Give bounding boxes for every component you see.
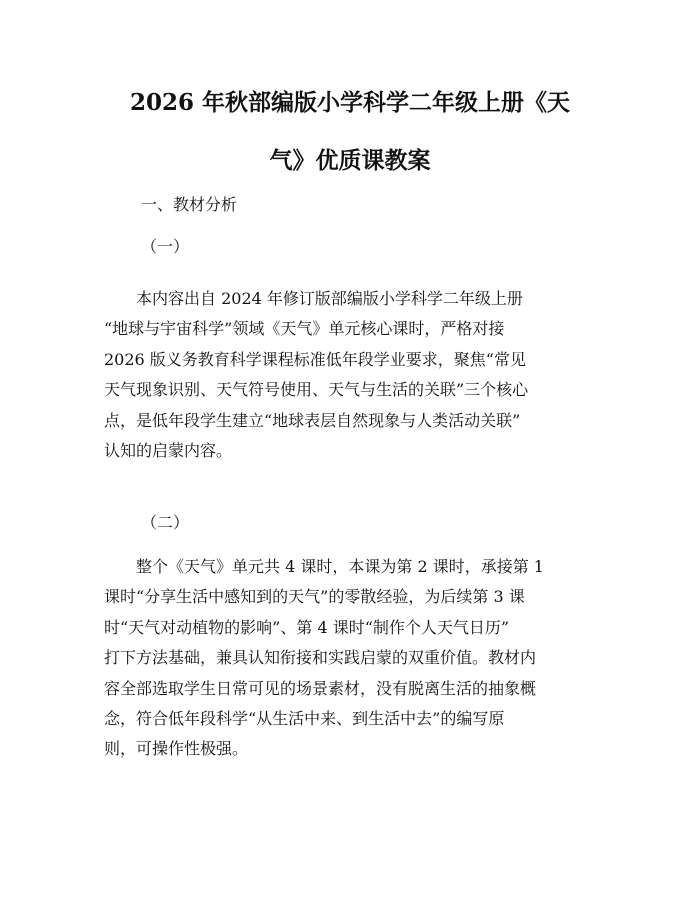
paragraph-1: [104, 284, 608, 466]
paragraph-line: 课时“分享生活中感知到的天气”的零散经验，为后续第 3 课: [104, 587, 525, 607]
paragraph-line: 本内容出自 2024 年修订版部编版小学科学二年级上册: [104, 289, 523, 308]
document-title: [96, 84, 604, 180]
title-line: 2026 年秋部编版小学科学二年级上册《天: [129, 89, 571, 116]
paragraph-2: [104, 552, 608, 765]
paragraph-line: 打下方法基础，兼具认知衔接和实践启蒙的双重价值。教材内: [104, 648, 537, 668]
paragraph-line: 整个《天气》单元共 4 课时，本课为第 2 课时，承接第 1: [104, 557, 544, 576]
paragraph-line: 念，符合低年段科学“从生活中来、到生活中去”的编写原: [104, 708, 505, 728]
subsection-heading: （二）: [141, 513, 190, 532]
paragraph-line: 天气现象识别、天气符号使用、天气与生活的关联”三个核心: [104, 380, 529, 400]
title-line: 气》优质课教案: [269, 147, 431, 174]
paragraph-line: 2026 版义务教育科学课程标准低年段学业要求，聚焦“常见: [104, 349, 526, 369]
paragraph-line: 时“天气对动植物的影响”、第 4 课时“制作个人天气日历”: [104, 617, 510, 637]
paragraph-line: 容全部选取学生日常可见的场景素材，没有脱离生活的抽象概: [104, 678, 537, 698]
section-heading: 一、教材分析: [141, 195, 238, 214]
paragraph-line: 认知的启蒙内容。: [104, 440, 233, 460]
subsection-heading: （一）: [141, 237, 190, 256]
paragraph-line: 则，可操作性极强。: [104, 739, 249, 759]
paragraph-line: 点，是低年段学生建立“地球表层自然现象与人类活动关联”: [104, 410, 521, 430]
paragraph-line: “地球与宇宙科学”领域《天气》单元核心课时，严格对接: [104, 319, 505, 339]
